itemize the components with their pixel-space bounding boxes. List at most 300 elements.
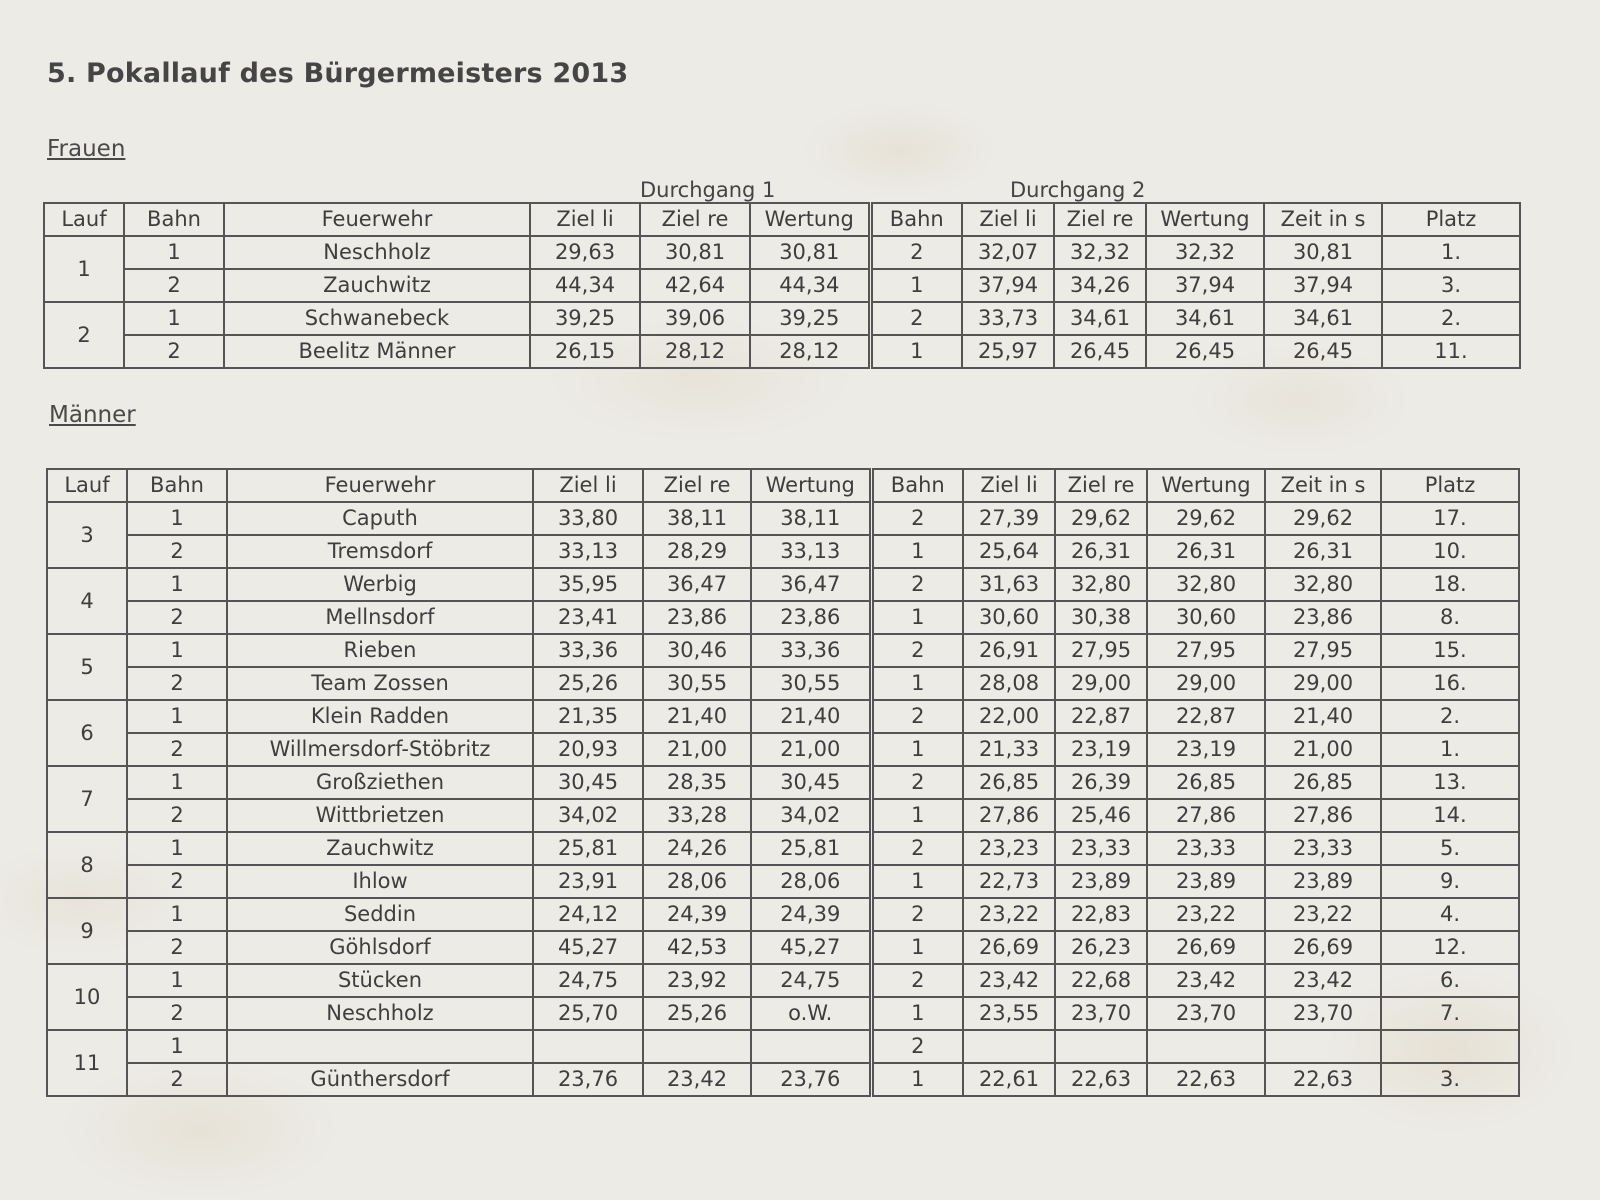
wertung-2-cell: 26,31: [1147, 535, 1265, 568]
wertung-2-cell: 23,33: [1147, 832, 1265, 865]
wertung-1-cell: 24,39: [751, 898, 871, 931]
durchgang-1-label: Durchgang 1: [640, 178, 776, 202]
bahn-2-cell: 1: [871, 733, 963, 766]
zeit-cell: 23,33: [1265, 832, 1381, 865]
bahn-cell: 1: [127, 898, 227, 931]
bahn-2-cell: 1: [870, 269, 962, 302]
platz-cell: 14.: [1381, 799, 1519, 832]
platz-cell: 12.: [1381, 931, 1519, 964]
ziel-re-1-cell: 30,46: [643, 634, 751, 667]
ziel-re-2-cell: 30,38: [1055, 601, 1147, 634]
bahn-2-cell: 1: [870, 335, 962, 368]
table-row: [47, 634, 1519, 667]
platz-cell: 3.: [1381, 1063, 1519, 1096]
ziel-li-1-cell: 29,63: [530, 236, 640, 269]
bahn-2-cell: 2: [871, 634, 963, 667]
header-bahn: Bahn: [124, 203, 224, 236]
bahn-cell: 2: [124, 269, 224, 302]
ziel-li-1-cell: 25,81: [533, 832, 643, 865]
header-wertung-2: Wertung: [1146, 203, 1264, 236]
bahn-2-cell: 1: [871, 997, 963, 1030]
wertung-2-cell: 26,45: [1146, 335, 1264, 368]
ziel-li-2-cell: 33,73: [962, 302, 1054, 335]
wertung-2-cell: 32,80: [1147, 568, 1265, 601]
platz-cell: 6.: [1381, 964, 1519, 997]
ziel-re-2-cell: 32,80: [1055, 568, 1147, 601]
frauen-results-table: [43, 202, 1521, 369]
wertung-1-cell: 30,55: [751, 667, 871, 700]
ziel-re-1-cell: 30,81: [640, 236, 750, 269]
zeit-cell: 21,00: [1265, 733, 1381, 766]
platz-cell: 2.: [1382, 302, 1520, 335]
header-ziel-re-2: Ziel re: [1054, 203, 1146, 236]
lauf-cell: 9: [47, 898, 127, 964]
ziel-re-1-cell: 21,40: [643, 700, 751, 733]
feuerwehr-cell: Stücken: [227, 964, 533, 997]
feuerwehr-cell: Ihlow: [227, 865, 533, 898]
table-row: [47, 832, 1519, 865]
wertung-1-cell: 45,27: [751, 931, 871, 964]
zeit-cell: 26,85: [1265, 766, 1381, 799]
zeit-cell: 26,31: [1265, 535, 1381, 568]
ziel-li-2-cell: 22,61: [963, 1063, 1055, 1096]
header-ziel-re-2: Ziel re: [1055, 469, 1147, 502]
wertung-1-cell: 39,25: [750, 302, 870, 335]
bahn-2-cell: 2: [870, 236, 962, 269]
bahn-cell: 2: [124, 335, 224, 368]
platz-cell: 10.: [1381, 535, 1519, 568]
frauen-table-body: [44, 236, 1520, 368]
wertung-2-cell: 26,69: [1147, 931, 1265, 964]
ziel-re-1-cell: 42,53: [643, 931, 751, 964]
bahn-cell: 1: [127, 766, 227, 799]
ziel-li-2-cell: 22,00: [963, 700, 1055, 733]
zeit-cell: 23,89: [1265, 865, 1381, 898]
header-feuerwehr: Feuerwehr: [224, 203, 530, 236]
bahn-cell: 2: [127, 733, 227, 766]
maenner-header-row: [47, 469, 1519, 502]
bahn-cell: 2: [127, 535, 227, 568]
ziel-re-2-cell: 34,26: [1054, 269, 1146, 302]
header-bahn-2: Bahn: [871, 469, 963, 502]
ziel-li-2-cell: 25,64: [963, 535, 1055, 568]
section-label-maenner: Männer: [49, 402, 136, 428]
feuerwehr-cell: Team Zossen: [227, 667, 533, 700]
table-row: [47, 766, 1519, 799]
zeit-cell: 22,63: [1265, 1063, 1381, 1096]
lauf-cell: 4: [47, 568, 127, 634]
ziel-li-2-cell: 23,23: [963, 832, 1055, 865]
ziel-re-1-cell: 25,26: [643, 997, 751, 1030]
ziel-li-2-cell: 23,22: [963, 898, 1055, 931]
wertung-1-cell: 28,06: [751, 865, 871, 898]
zeit-cell: 23,22: [1265, 898, 1381, 931]
feuerwehr-cell: Günthersdorf: [227, 1063, 533, 1096]
ziel-re-1-cell: 28,35: [643, 766, 751, 799]
zeit-cell: 26,69: [1265, 931, 1381, 964]
feuerwehr-cell: Neschholz: [227, 997, 533, 1030]
table-row: [47, 898, 1519, 931]
platz-cell: 15.: [1381, 634, 1519, 667]
header-bahn: Bahn: [127, 469, 227, 502]
wertung-2-cell: 34,61: [1146, 302, 1264, 335]
wertung-2-cell: 22,63: [1147, 1063, 1265, 1096]
wertung-2-cell: 23,42: [1147, 964, 1265, 997]
bahn-2-cell: 1: [871, 931, 963, 964]
bahn-2-cell: 1: [871, 667, 963, 700]
ziel-re-1-cell: 23,86: [643, 601, 751, 634]
ziel-re-2-cell: 22,63: [1055, 1063, 1147, 1096]
ziel-re-2-cell: 23,70: [1055, 997, 1147, 1030]
header-zeit: Zeit in s: [1264, 203, 1382, 236]
ziel-li-2-cell: 23,42: [963, 964, 1055, 997]
ziel-li-2-cell: 28,08: [963, 667, 1055, 700]
wertung-1-cell: 34,02: [751, 799, 871, 832]
ziel-li-2-cell: 31,63: [963, 568, 1055, 601]
ziel-re-2-cell: 32,32: [1054, 236, 1146, 269]
ziel-re-2-cell: 26,31: [1055, 535, 1147, 568]
ziel-li-1-cell: 24,12: [533, 898, 643, 931]
ziel-re-1-cell: 24,39: [643, 898, 751, 931]
header-platz: Platz: [1382, 203, 1520, 236]
ziel-li-1-cell: 44,34: [530, 269, 640, 302]
feuerwehr-cell: Beelitz Männer: [224, 335, 530, 368]
platz-cell: 3.: [1382, 269, 1520, 302]
feuerwehr-cell: Werbig: [227, 568, 533, 601]
header-lauf: Lauf: [44, 203, 124, 236]
bahn-cell: 1: [127, 832, 227, 865]
table-row: [47, 865, 1519, 898]
bahn-cell: 2: [127, 601, 227, 634]
ziel-re-1-cell: 28,06: [643, 865, 751, 898]
feuerwehr-cell: Willmersdorf-Stöbritz: [227, 733, 533, 766]
feuerwehr-cell: Caputh: [227, 502, 533, 535]
lauf-cell: 2: [44, 302, 124, 368]
zeit-cell: 30,81: [1264, 236, 1382, 269]
ziel-re-2-cell: 22,68: [1055, 964, 1147, 997]
bahn-cell: 2: [127, 1063, 227, 1096]
table-row: [44, 302, 1520, 335]
wertung-1-cell: 25,81: [751, 832, 871, 865]
feuerwehr-cell: Zauchwitz: [227, 832, 533, 865]
feuerwehr-cell: Göhlsdorf: [227, 931, 533, 964]
zeit-cell: 37,94: [1264, 269, 1382, 302]
ziel-li-1-cell: 20,93: [533, 733, 643, 766]
ziel-re-1-cell: 30,55: [643, 667, 751, 700]
bahn-cell: 2: [127, 997, 227, 1030]
lauf-cell: 8: [47, 832, 127, 898]
ziel-re-1-cell: 33,28: [643, 799, 751, 832]
document-title: 5. Pokallauf des Bürgermeisters 2013: [47, 58, 629, 89]
lauf-cell: 7: [47, 766, 127, 832]
feuerwehr-cell: Großziethen: [227, 766, 533, 799]
bahn-2-cell: 1: [871, 601, 963, 634]
ziel-re-2-cell: [1055, 1030, 1147, 1063]
table-row: [47, 535, 1519, 568]
zeit-cell: 29,00: [1265, 667, 1381, 700]
bahn-cell: 1: [127, 568, 227, 601]
wertung-1-cell: 33,36: [751, 634, 871, 667]
ziel-re-2-cell: 22,87: [1055, 700, 1147, 733]
table-row: [44, 269, 1520, 302]
ziel-re-1-cell: [643, 1030, 751, 1063]
wertung-2-cell: 23,70: [1147, 997, 1265, 1030]
platz-cell: 7.: [1381, 997, 1519, 1030]
platz-cell: 16.: [1381, 667, 1519, 700]
lauf-cell: 3: [47, 502, 127, 568]
bahn-cell: 2: [127, 799, 227, 832]
wertung-2-cell: 30,60: [1147, 601, 1265, 634]
header-wertung-1: Wertung: [751, 469, 871, 502]
ziel-li-1-cell: 33,80: [533, 502, 643, 535]
ziel-re-1-cell: 39,06: [640, 302, 750, 335]
ziel-re-2-cell: 26,45: [1054, 335, 1146, 368]
maenner-table-body: [47, 502, 1519, 1096]
feuerwehr-cell: Schwanebeck: [224, 302, 530, 335]
ziel-li-2-cell: 23,55: [963, 997, 1055, 1030]
wertung-2-cell: 23,19: [1147, 733, 1265, 766]
ziel-li-2-cell: 30,60: [963, 601, 1055, 634]
frauen-header-row: [44, 203, 1520, 236]
header-ziel-re-1: Ziel re: [643, 469, 751, 502]
ziel-re-1-cell: 23,42: [643, 1063, 751, 1096]
wertung-1-cell: [751, 1030, 871, 1063]
ziel-re-1-cell: 28,12: [640, 335, 750, 368]
platz-cell: 2.: [1381, 700, 1519, 733]
wertung-1-cell: 28,12: [750, 335, 870, 368]
ziel-li-1-cell: 21,35: [533, 700, 643, 733]
bahn-cell: 1: [124, 302, 224, 335]
wertung-2-cell: 27,86: [1147, 799, 1265, 832]
wertung-1-cell: 21,00: [751, 733, 871, 766]
wertung-1-cell: 36,47: [751, 568, 871, 601]
table-row: [47, 931, 1519, 964]
header-wertung-2: Wertung: [1147, 469, 1265, 502]
header-zeit: Zeit in s: [1265, 469, 1381, 502]
zeit-cell: 23,42: [1265, 964, 1381, 997]
wertung-1-cell: 38,11: [751, 502, 871, 535]
ziel-li-1-cell: 39,25: [530, 302, 640, 335]
ziel-li-2-cell: 25,97: [962, 335, 1054, 368]
bahn-2-cell: 2: [871, 766, 963, 799]
feuerwehr-cell: Tremsdorf: [227, 535, 533, 568]
ziel-li-2-cell: 32,07: [962, 236, 1054, 269]
bahn-2-cell: 2: [871, 964, 963, 997]
bahn-cell: 1: [127, 1030, 227, 1063]
ziel-li-2-cell: 21,33: [963, 733, 1055, 766]
ziel-li-1-cell: [533, 1030, 643, 1063]
platz-cell: 17.: [1381, 502, 1519, 535]
header-ziel-re-1: Ziel re: [640, 203, 750, 236]
bahn-cell: 1: [124, 236, 224, 269]
section-label-frauen: Frauen: [47, 136, 126, 162]
ziel-li-2-cell: 26,69: [963, 931, 1055, 964]
ziel-li-1-cell: 23,76: [533, 1063, 643, 1096]
table-row: [47, 964, 1519, 997]
ziel-li-1-cell: 23,41: [533, 601, 643, 634]
bahn-2-cell: 2: [871, 1030, 963, 1063]
ziel-li-1-cell: 34,02: [533, 799, 643, 832]
header-ziel-li-1: Ziel li: [533, 469, 643, 502]
ziel-re-2-cell: 27,95: [1055, 634, 1147, 667]
table-row: [47, 700, 1519, 733]
header-wertung-1: Wertung: [750, 203, 870, 236]
ziel-re-1-cell: 36,47: [643, 568, 751, 601]
ziel-re-1-cell: 21,00: [643, 733, 751, 766]
wertung-1-cell: 44,34: [750, 269, 870, 302]
feuerwehr-cell: Mellnsdorf: [227, 601, 533, 634]
platz-cell: 1.: [1381, 733, 1519, 766]
table-row: [44, 236, 1520, 269]
bahn-2-cell: 1: [871, 535, 963, 568]
feuerwehr-cell: Wittbrietzen: [227, 799, 533, 832]
bahn-cell: 2: [127, 667, 227, 700]
table-row: [47, 799, 1519, 832]
ziel-li-2-cell: 22,73: [963, 865, 1055, 898]
zeit-cell: 34,61: [1264, 302, 1382, 335]
platz-cell: 4.: [1381, 898, 1519, 931]
wertung-2-cell: [1147, 1030, 1265, 1063]
wertung-1-cell: 23,76: [751, 1063, 871, 1096]
zeit-cell: 27,86: [1265, 799, 1381, 832]
ziel-li-1-cell: 33,36: [533, 634, 643, 667]
platz-cell: 13.: [1381, 766, 1519, 799]
feuerwehr-cell: Klein Radden: [227, 700, 533, 733]
ziel-re-2-cell: 26,23: [1055, 931, 1147, 964]
platz-cell: [1381, 1030, 1519, 1063]
wertung-1-cell: 30,45: [751, 766, 871, 799]
bahn-cell: 1: [127, 700, 227, 733]
ziel-li-2-cell: 37,94: [962, 269, 1054, 302]
table-row: [47, 568, 1519, 601]
platz-cell: 1.: [1382, 236, 1520, 269]
bahn-2-cell: 2: [871, 832, 963, 865]
wertung-2-cell: 27,95: [1147, 634, 1265, 667]
table-row: [47, 997, 1519, 1030]
lauf-cell: 11: [47, 1030, 127, 1096]
ziel-re-1-cell: 23,92: [643, 964, 751, 997]
lauf-cell: 10: [47, 964, 127, 1030]
table-row: [47, 1063, 1519, 1096]
ziel-li-1-cell: 24,75: [533, 964, 643, 997]
ziel-li-1-cell: 45,27: [533, 931, 643, 964]
bahn-2-cell: 2: [871, 502, 963, 535]
bahn-2-cell: 2: [870, 302, 962, 335]
zeit-cell: 26,45: [1264, 335, 1382, 368]
ziel-re-2-cell: 34,61: [1054, 302, 1146, 335]
header-ziel-li-2: Ziel li: [963, 469, 1055, 502]
bahn-2-cell: 2: [871, 568, 963, 601]
feuerwehr-cell: Neschholz: [224, 236, 530, 269]
zeit-cell: 27,95: [1265, 634, 1381, 667]
wertung-1-cell: 24,75: [751, 964, 871, 997]
durchgang-2-label: Durchgang 2: [1010, 178, 1146, 202]
bahn-cell: 2: [127, 931, 227, 964]
zeit-cell: 29,62: [1265, 502, 1381, 535]
wertung-1-cell: 33,13: [751, 535, 871, 568]
header-ziel-li-2: Ziel li: [962, 203, 1054, 236]
bahn-cell: 1: [127, 502, 227, 535]
header-ziel-li-1: Ziel li: [530, 203, 640, 236]
lauf-cell: 5: [47, 634, 127, 700]
header-feuerwehr: Feuerwehr: [227, 469, 533, 502]
feuerwehr-cell: Zauchwitz: [224, 269, 530, 302]
ziel-re-2-cell: 22,83: [1055, 898, 1147, 931]
bahn-cell: 1: [127, 964, 227, 997]
wertung-2-cell: 23,22: [1147, 898, 1265, 931]
bahn-2-cell: 2: [871, 898, 963, 931]
ziel-li-1-cell: 25,26: [533, 667, 643, 700]
zeit-cell: 21,40: [1265, 700, 1381, 733]
ziel-re-2-cell: 23,89: [1055, 865, 1147, 898]
table-row: [47, 733, 1519, 766]
header-platz: Platz: [1381, 469, 1519, 502]
wertung-2-cell: 22,87: [1147, 700, 1265, 733]
ziel-re-2-cell: 29,00: [1055, 667, 1147, 700]
ziel-re-2-cell: 29,62: [1055, 502, 1147, 535]
bahn-cell: 2: [127, 865, 227, 898]
table-row: [47, 601, 1519, 634]
ziel-li-1-cell: 25,70: [533, 997, 643, 1030]
wertung-1-cell: o.W.: [751, 997, 871, 1030]
wertung-2-cell: 23,89: [1147, 865, 1265, 898]
platz-cell: 18.: [1381, 568, 1519, 601]
ziel-li-1-cell: 33,13: [533, 535, 643, 568]
ziel-li-2-cell: 27,86: [963, 799, 1055, 832]
ziel-re-2-cell: 26,39: [1055, 766, 1147, 799]
ziel-li-1-cell: 23,91: [533, 865, 643, 898]
wertung-2-cell: 29,00: [1147, 667, 1265, 700]
feuerwehr-cell: Rieben: [227, 634, 533, 667]
lauf-cell: 1: [44, 236, 124, 302]
ziel-re-1-cell: 24,26: [643, 832, 751, 865]
table-row: [47, 1030, 1519, 1063]
wertung-1-cell: 21,40: [751, 700, 871, 733]
zeit-cell: [1265, 1030, 1381, 1063]
wertung-1-cell: 30,81: [750, 236, 870, 269]
ziel-li-1-cell: 30,45: [533, 766, 643, 799]
maenner-results-table: [46, 468, 1520, 1097]
platz-cell: 11.: [1382, 335, 1520, 368]
feuerwehr-cell: [227, 1030, 533, 1063]
ziel-li-1-cell: 26,15: [530, 335, 640, 368]
ziel-re-2-cell: 23,19: [1055, 733, 1147, 766]
wertung-1-cell: 23,86: [751, 601, 871, 634]
wertung-2-cell: 32,32: [1146, 236, 1264, 269]
ziel-re-1-cell: 28,29: [643, 535, 751, 568]
zeit-cell: 32,80: [1265, 568, 1381, 601]
header-bahn-2: Bahn: [870, 203, 962, 236]
bahn-2-cell: 1: [871, 799, 963, 832]
wertung-2-cell: 26,85: [1147, 766, 1265, 799]
bahn-cell: 1: [127, 634, 227, 667]
ziel-li-2-cell: [963, 1030, 1055, 1063]
ziel-li-2-cell: 27,39: [963, 502, 1055, 535]
lauf-cell: 6: [47, 700, 127, 766]
ziel-re-1-cell: 38,11: [643, 502, 751, 535]
platz-cell: 8.: [1381, 601, 1519, 634]
table-row: [44, 335, 1520, 368]
platz-cell: 5.: [1381, 832, 1519, 865]
wertung-2-cell: 29,62: [1147, 502, 1265, 535]
ziel-li-1-cell: 35,95: [533, 568, 643, 601]
ziel-li-2-cell: 26,85: [963, 766, 1055, 799]
platz-cell: 9.: [1381, 865, 1519, 898]
table-row: [47, 502, 1519, 535]
bahn-2-cell: 1: [871, 1063, 963, 1096]
table-row: [47, 667, 1519, 700]
ziel-re-2-cell: 23,33: [1055, 832, 1147, 865]
